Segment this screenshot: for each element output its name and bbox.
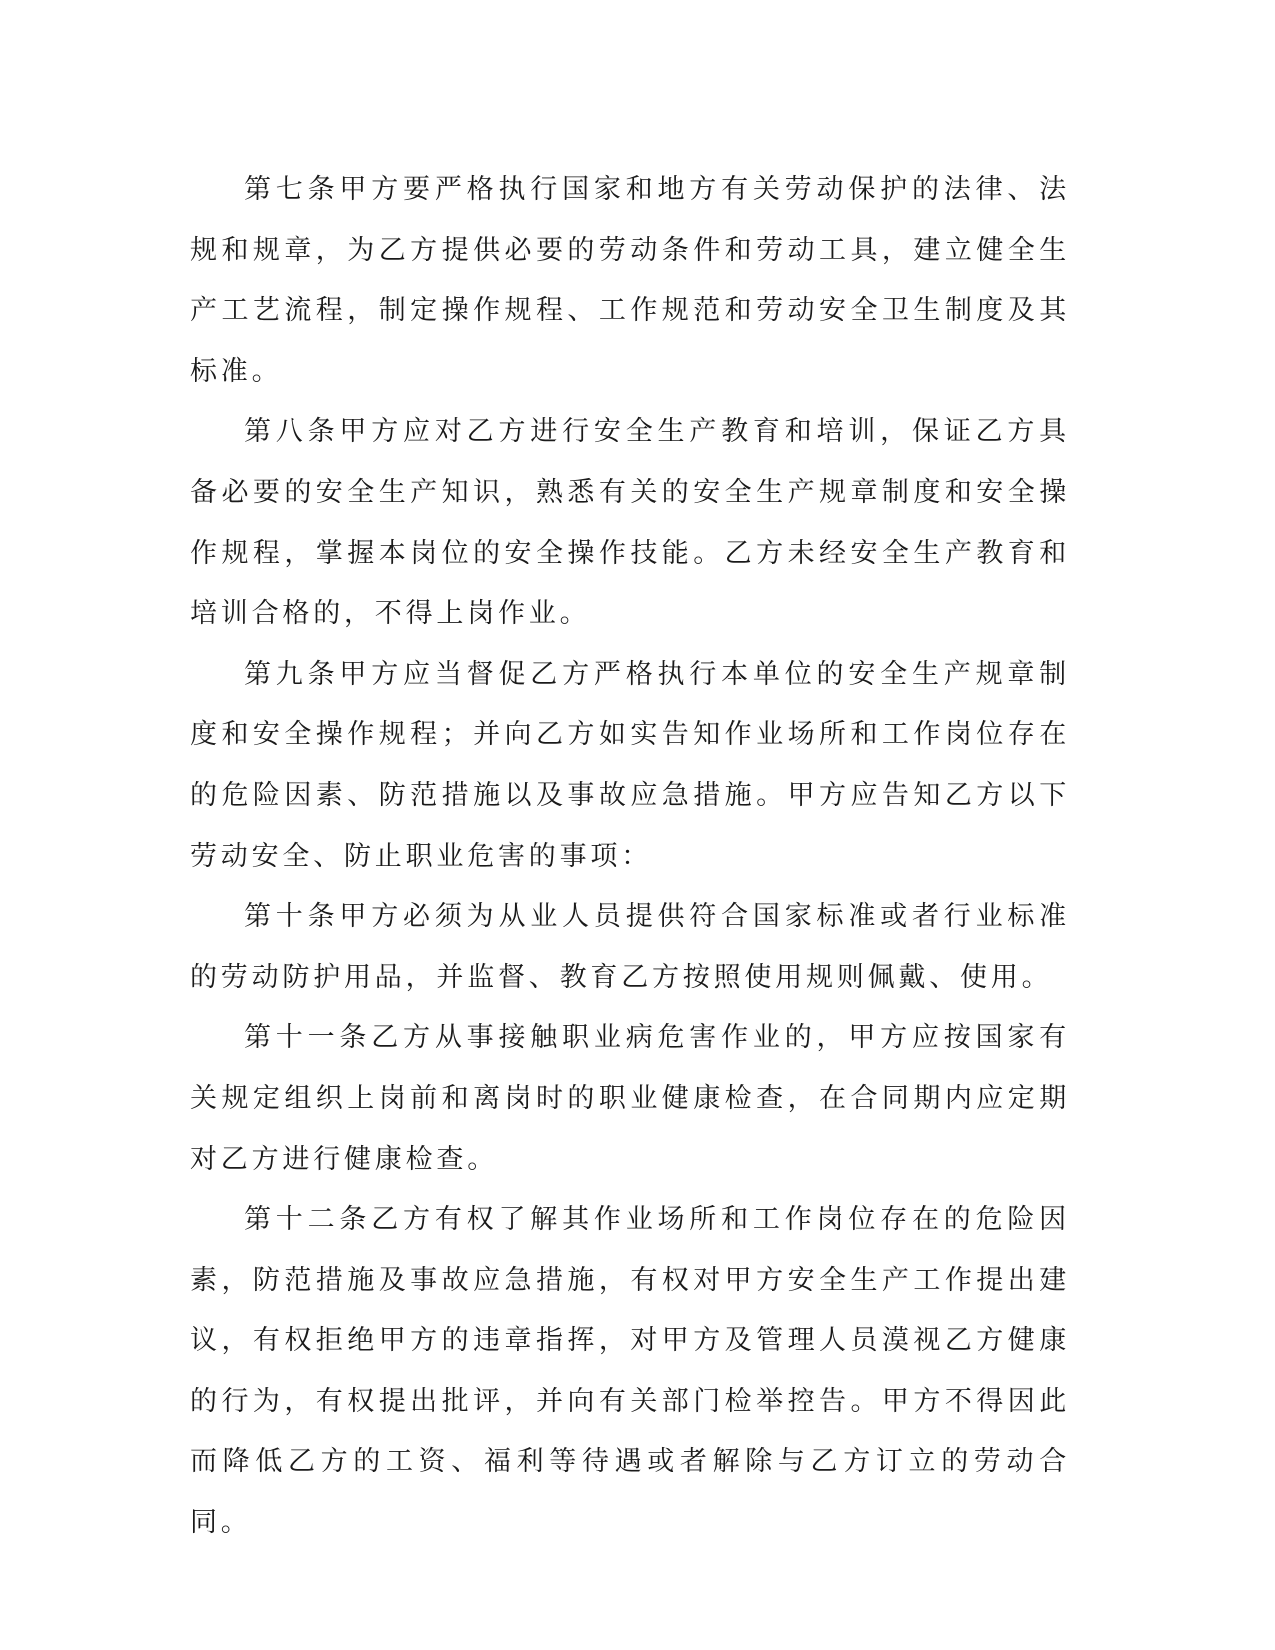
article-12-paragraph: 第十二条乙方有权了解其作业场所和工作岗位存在的危险因素，防范措施及事故应急措施，有权对甲方安全生产工作提出建议，有权拒绝甲方的违章指挥，对甲方及管理人员漠视乙方健康的行为，有权提出批评，并向有关部门检举控告。甲方不得因此而降低乙方的工资、福利等待遇或者解除与乙方订立的劳动合同。 bbox=[190, 1204, 1070, 1539]
article-11-paragraph: 第十一条乙方从事接触职业病危害作业的，甲方应按国家有关规定组织上岗前和离岗时的职业健康检查，在合同期内应定期对乙方进行健康检查。 bbox=[190, 1022, 1070, 1175]
article-8-paragraph: 第八条甲方应对乙方进行安全生产教育和培训，保证乙方具备必要的安全生产知识，熟悉有关的安全生产规章制度和安全操作规程，掌握本岗位的安全操作技能。乙方未经安全生产教育和培训合格的，不得上岗作业。 bbox=[190, 416, 1070, 630]
article-7-paragraph: 第七条甲方要严格执行国家和地方有关劳动保护的法律、法规和规章，为乙方提供必要的劳动条件和劳动工具，建立健全生产工艺流程，制定操作规程、工作规范和劳动安全卫生制度及其标准。 bbox=[190, 174, 1070, 387]
article-9-paragraph: 第九条甲方应当督促乙方严格执行本单位的安全生产规章制度和安全操作规程；并向乙方如实告知作业场所和工作岗位存在的危险因素、防范措施以及事故应急措施。甲方应告知乙方以下劳动安全、防止职业危害的事项： bbox=[190, 658, 1070, 872]
article-10-paragraph: 第十条甲方必须为从业人员提供符合国家标准或者行业标准的劳动防护用品，并监督、教育乙方按照使用规则佩戴、使用。 bbox=[190, 901, 1070, 993]
document-body bbox=[190, 160, 1070, 1554]
